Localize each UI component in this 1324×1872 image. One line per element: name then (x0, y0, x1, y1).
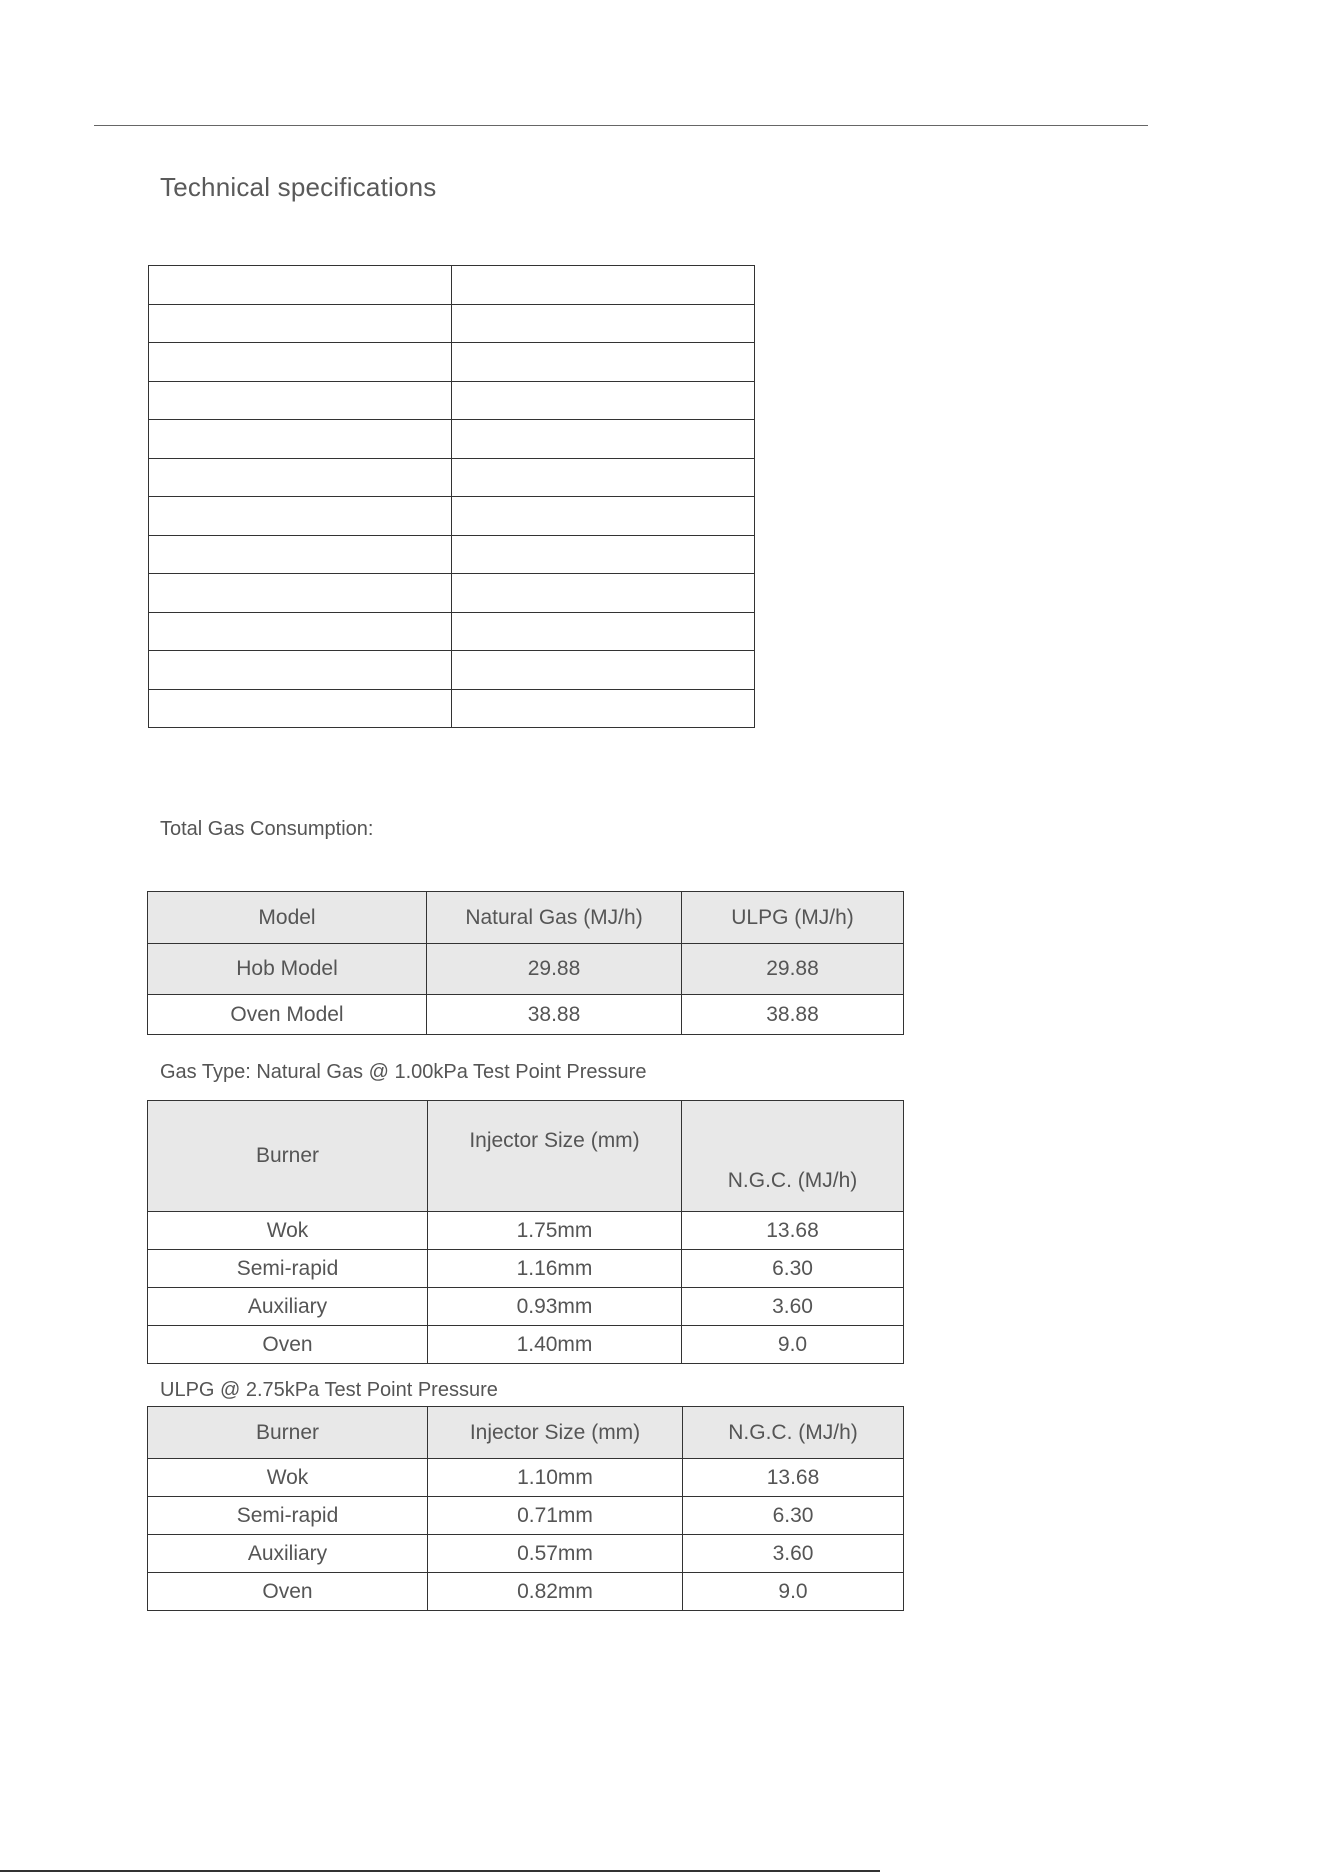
table-cell (149, 612, 452, 651)
table-cell: 1.75mm (428, 1212, 682, 1250)
table-cell (452, 343, 755, 382)
table-cell (149, 535, 452, 574)
specifications-table (148, 265, 755, 728)
table-cell: Wok (148, 1459, 428, 1497)
table-row (149, 497, 755, 536)
column-header: N.G.C. (MJ/h) (682, 1101, 904, 1212)
table-cell (149, 689, 452, 728)
table-cell: Wok (148, 1212, 428, 1250)
gas-consumption-table (147, 891, 904, 1035)
table-row (149, 689, 755, 728)
table-cell: 3.60 (682, 1288, 904, 1326)
table-row (149, 266, 755, 305)
table-cell (149, 574, 452, 613)
table-row (149, 420, 755, 459)
table-cell: 38.88 (682, 995, 904, 1035)
table-cell: 0.71mm (428, 1497, 683, 1535)
table-row (148, 944, 904, 995)
table-cell (452, 266, 755, 305)
table-cell: 0.93mm (428, 1288, 682, 1326)
page-title: Technical specifications (160, 172, 437, 202)
table-cell (149, 497, 452, 536)
table-cell: 0.82mm (428, 1573, 683, 1611)
table-row (149, 381, 755, 420)
table-cell: Auxiliary (148, 1535, 428, 1573)
column-header: Injector Size (mm) (428, 1407, 683, 1459)
table-cell (452, 497, 755, 536)
table-cell (149, 420, 452, 459)
table-row (149, 343, 755, 382)
natural-gas-table (147, 1100, 904, 1364)
header-rule (94, 125, 1148, 126)
table-row (149, 612, 755, 651)
table-cell: 3.60 (683, 1535, 904, 1573)
table-cell: Auxiliary (148, 1288, 428, 1326)
natural-gas-label: Gas Type: Natural Gas @ 1.00kPa Test Point Pressure (160, 1061, 647, 1083)
table-cell (149, 381, 452, 420)
table-row (148, 1212, 904, 1250)
table-row (148, 1250, 904, 1288)
column-header: Injector Size (mm) (428, 1101, 682, 1212)
table-header-row (148, 892, 904, 944)
table-header-row (148, 1407, 904, 1459)
table-cell (149, 651, 452, 690)
column-header: Natural Gas (MJ/h) (427, 892, 682, 944)
table-row (148, 1535, 904, 1573)
table-cell: 9.0 (683, 1573, 904, 1611)
table-cell (452, 420, 755, 459)
table-row (149, 574, 755, 613)
table-cell (452, 381, 755, 420)
table-cell: Hob Model (148, 944, 427, 995)
table-cell: 13.68 (683, 1459, 904, 1497)
table-cell: Oven (148, 1326, 428, 1364)
table-cell (452, 612, 755, 651)
table-row (149, 304, 755, 343)
table-cell: 6.30 (682, 1250, 904, 1288)
table-cell: 29.88 (682, 944, 904, 995)
table-cell (149, 266, 452, 305)
table-cell (452, 535, 755, 574)
table-row (148, 1497, 904, 1535)
column-header: Burner (148, 1407, 428, 1459)
table-cell (452, 689, 755, 728)
column-header: ULPG (MJ/h) (682, 892, 904, 944)
table-cell (149, 458, 452, 497)
table-cell (452, 651, 755, 690)
table-cell: Oven (148, 1573, 428, 1611)
table-row (148, 1459, 904, 1497)
table-cell: 6.30 (683, 1497, 904, 1535)
table-cell: 0.57mm (428, 1535, 683, 1573)
table-cell (149, 343, 452, 382)
consumption-label: Total Gas Consumption: (160, 818, 374, 840)
table-row (148, 1573, 904, 1611)
table-cell (149, 304, 452, 343)
table-cell (452, 574, 755, 613)
table-row (149, 535, 755, 574)
table-cell: Semi-rapid (148, 1250, 428, 1288)
table-cell: Oven Model (148, 995, 427, 1035)
table-cell: Semi-rapid (148, 1497, 428, 1535)
table-cell: 1.10mm (428, 1459, 683, 1497)
table-header-row (148, 1101, 904, 1212)
column-header: Burner (148, 1101, 428, 1212)
table-row (148, 1326, 904, 1364)
table-row (148, 995, 904, 1035)
table-cell (452, 304, 755, 343)
column-header: N.G.C. (MJ/h) (683, 1407, 904, 1459)
ulpg-table (147, 1406, 904, 1611)
table-cell: 29.88 (427, 944, 682, 995)
table-cell: 1.16mm (428, 1250, 682, 1288)
table-row (149, 458, 755, 497)
table-cell: 9.0 (682, 1326, 904, 1364)
ulpg-label: ULPG @ 2.75kPa Test Point Pressure (160, 1379, 498, 1401)
table-cell (452, 458, 755, 497)
table-row (148, 1288, 904, 1326)
table-cell: 38.88 (427, 995, 682, 1035)
table-row (149, 651, 755, 690)
table-cell: 1.40mm (428, 1326, 682, 1364)
table-cell: 13.68 (682, 1212, 904, 1250)
column-header: Model (148, 892, 427, 944)
